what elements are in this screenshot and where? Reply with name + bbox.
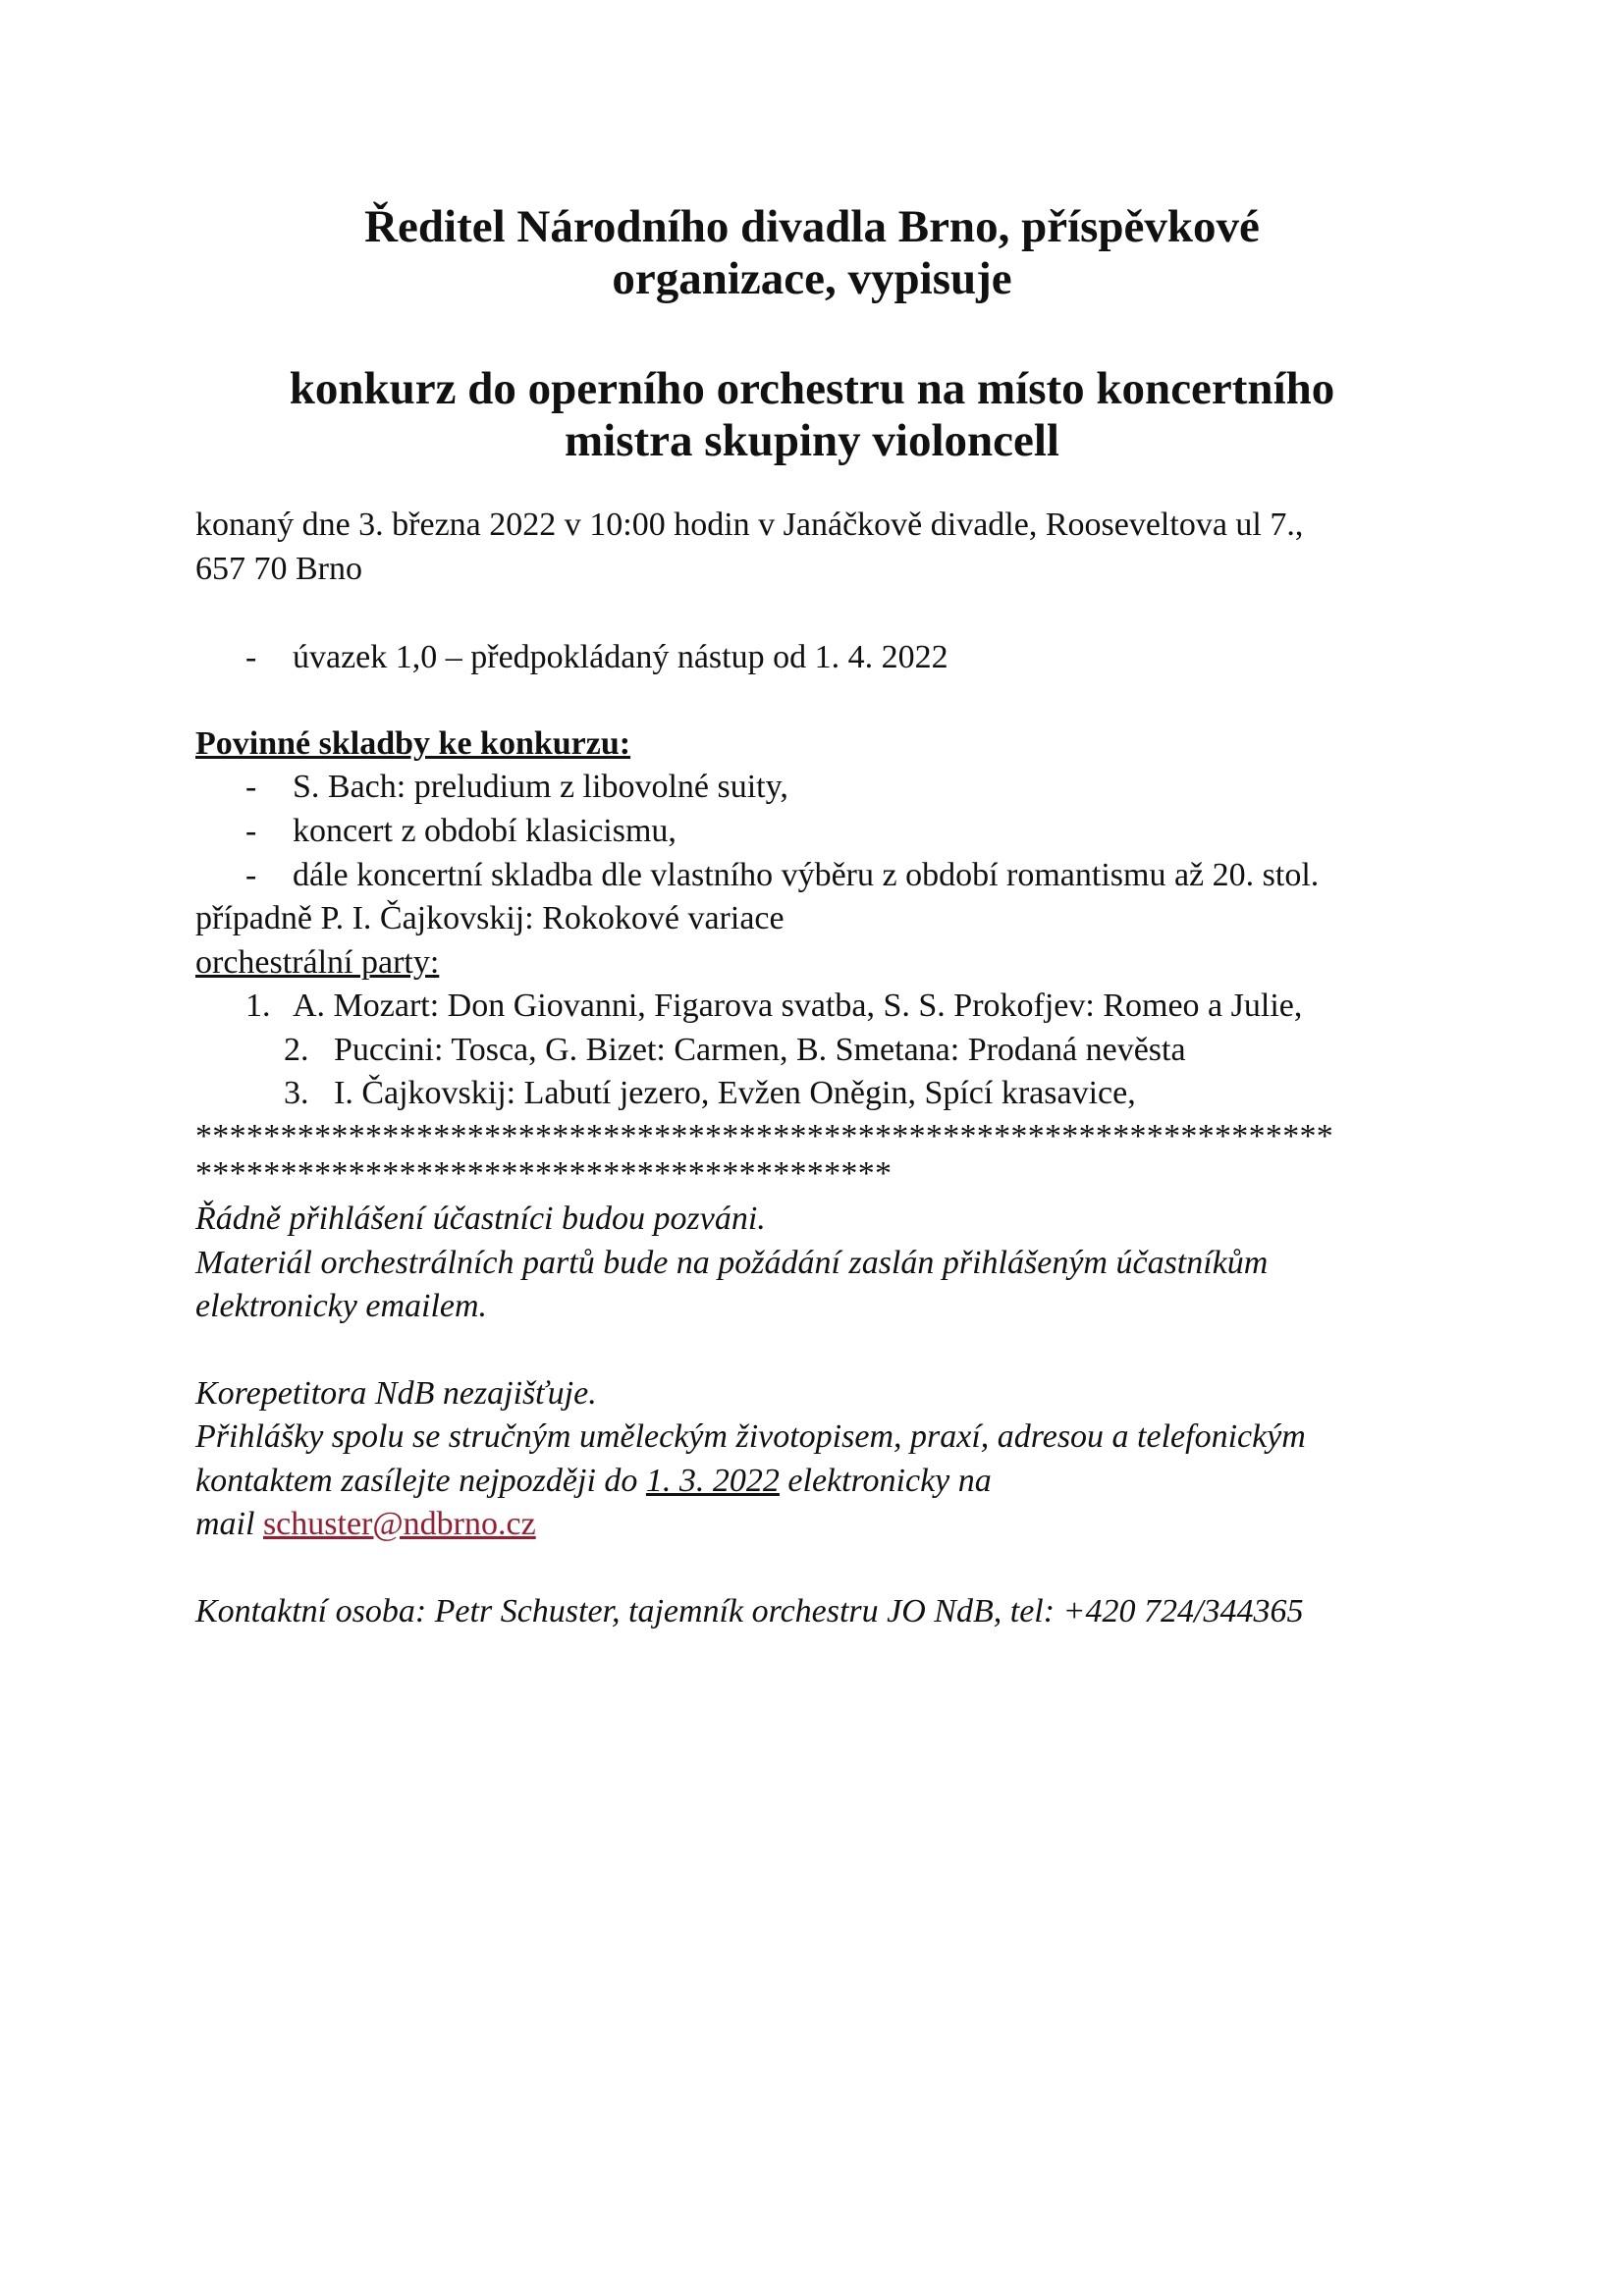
notes-line-2: Materiál orchestrálních partů bude na požádání zaslán přihlášeným účastníkům	[195, 1245, 1269, 1281]
application-line-3-before: kontaktem zasílejte nejpozději do	[195, 1463, 646, 1499]
venue-line-1: konaný dne 3. března 2022 v 10:00 hodin v Janáčkově divadle, Rooseveltova ul 7.,	[195, 507, 1304, 543]
dash-bullet: -	[245, 857, 257, 893]
audition-title-line-2: mistra skupiny violoncell	[564, 415, 1059, 466]
title-line-1: Ředitel Národního divadla Brno, příspěvkové	[364, 201, 1260, 252]
application-line-4-before: mail	[195, 1506, 263, 1542]
orchestral-item-text: Puccini: Tosca, G. Bizet: Carmen, B. Smetana: Prodaná nevěsta	[334, 1032, 1186, 1068]
email-link[interactable]: schuster@ndbrno.cz	[262, 1506, 536, 1542]
pieces-item-text: koncert z období klasicismu,	[293, 813, 677, 849]
announcement-title	[147, 201, 1477, 305]
application-line-3	[195, 1462, 992, 1501]
application-line-1: Korepetitora NdB nezajišťuje.	[195, 1375, 597, 1412]
item-number: 3.	[284, 1075, 309, 1111]
notes-line-1: Řádně přihlášení účastníci budou pozváni.	[195, 1201, 766, 1237]
orchestral-heading: orchestrální party:	[195, 944, 440, 981]
separator-line-2: *****************************************	[195, 1155, 893, 1192]
venue-line-2: 657 70 Brno	[195, 551, 362, 587]
contact-line: Kontaktní osoba: Petr Schuster, tajemník orchestru JO NdB, tel: +420 724/344365	[195, 1593, 1304, 1629]
pieces-item-text: S. Bach: preludium z libovolné suity,	[293, 769, 788, 805]
notes-line-3: elektronicky emailem.	[195, 1288, 488, 1324]
application-line-2: Přihlášky spolu se stručným uměleckým životopisem, praxí, adresou a telefonickým	[195, 1418, 1306, 1455]
orchestral-item-text: A. Mozart: Don Giovanni, Figarova svatba, S. S. Prokofjev: Romeo a Julie,	[293, 988, 1303, 1024]
application-line-3-after: elektronicky na	[779, 1463, 992, 1499]
title-line-2: organizace, vypisuje	[612, 253, 1012, 304]
item-number: 1.	[245, 988, 271, 1024]
pieces-continuation: případně P. I. Čajkovskij: Rokokové variace	[195, 900, 785, 936]
dash-bullet: -	[245, 769, 257, 805]
contract-text: úvazek 1,0 – předpokládaný nástup od 1. 4. 2022	[293, 639, 948, 675]
deadline-date: 1. 3. 2022	[645, 1463, 780, 1499]
audition-title-line-1: konkurz do operního orchestru na místo koncertního	[289, 363, 1335, 414]
separator-line-1: *******************************************************************	[195, 1118, 1334, 1154]
pieces-item-text: dále koncertní skladba dle vlastního výběru z období romantismu až 20. stol.	[293, 857, 1320, 893]
pieces-heading: Povinné skladby ke konkurzu:	[195, 725, 631, 762]
item-number: 2.	[284, 1032, 309, 1068]
audition-title	[147, 363, 1477, 467]
dash-bullet: -	[245, 813, 257, 849]
application-line-4	[195, 1505, 536, 1544]
dash-bullet: -	[245, 639, 257, 675]
orchestral-item-text: I. Čajkovskij: Labutí jezero, Evžen Oněgin, Spící krasavice,	[334, 1075, 1136, 1111]
